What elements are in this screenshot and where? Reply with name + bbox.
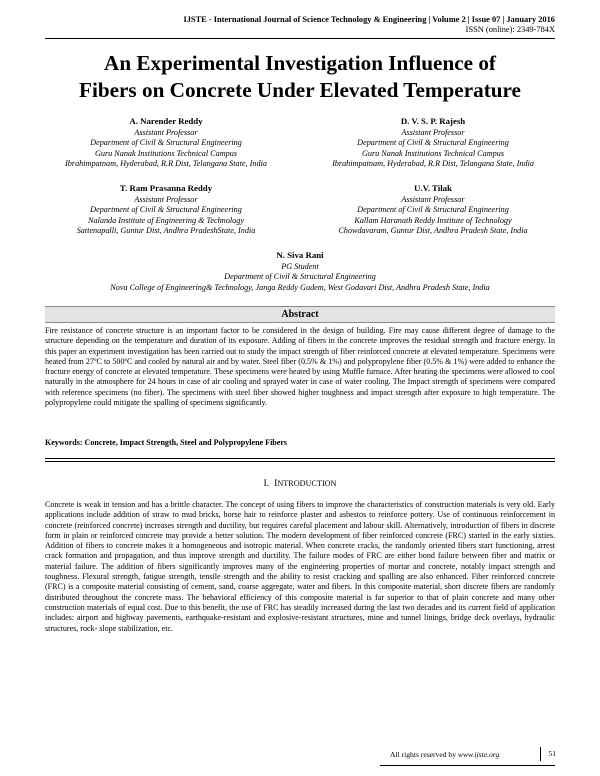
page-number: 51: [540, 747, 556, 761]
author-name: N. Siva Rani: [276, 250, 324, 260]
author-address: Chowdavaram, Guntur Dist, Andhra Pradesh State, India: [338, 226, 528, 236]
author-dept: Department of Civil & Structural Engineering: [357, 138, 509, 148]
issn-line: ISSN (online): 2349-784X: [465, 25, 555, 34]
section-cap: I: [274, 478, 278, 489]
author-role: PG Student: [281, 261, 319, 271]
author-institution: Guru Nanak Institutions Technical Campus: [361, 148, 505, 158]
author-institution: Nalanda Institute of Engineering & Technology: [88, 215, 244, 225]
footer-url[interactable]: www.ijste.org: [457, 750, 500, 759]
author-block-1: [21, 116, 311, 170]
section-heading-introduction: [45, 478, 555, 489]
section-numeral: I.: [263, 478, 270, 489]
author-role: Assistant Professor: [134, 194, 198, 204]
journal-header: IJSTE - International Journal of Science Technology & Engineering | Volume 2 | Issue 07 | January 2016: [183, 15, 555, 24]
paper-title: [40, 50, 560, 104]
footer-rule: [380, 765, 555, 766]
abstract-text: Fire resistance of concrete structure is an important factor to be considered in the design of building. Fire may cause different degree of damage to the structure depending on the temperature and duration of its exposure. Adding of fibers in the concrete improves the residual strength and fracture energy. In this paper an experiment investigation has been carried out to study the impact strength of fiber reinforced concrete at elevated temperature. Specimens were heated from 27ºC to 500ºC and cooled by natural air and by water. Steel fiber (0.5% & 1%) and polypropylene fiber (0.5% & 1%) were added to enhance the fracture energy of concrete at elevated temperature. These specimens were heated by using Muffle furnace. After heating the specimens were allowed to cool naturally in the atmosphere for 24 hours in case of air cooling and sprayed water in case of water cooling. The Impact strength of specimens were compared with reference specimens (no fiber). The specimens with steel fiber showed higher toughness and impact strength after exposure to high temperature. The polypropylene could mitigate the spalling of specimens significantly.: [45, 326, 555, 408]
section-rule: [45, 458, 555, 459]
author-block-2: [288, 116, 578, 170]
author-name: T. Ram Prasanna Reddy: [119, 183, 213, 193]
author-block-3: [21, 183, 311, 237]
author-dept: Department of Civil & Structural Engineering: [357, 205, 509, 215]
author-address: Ibrahimpatnam, Hyderabad, R.R Dist, Telangana State, India: [65, 159, 267, 169]
footer-rights-text: All rights reserved by: [390, 750, 458, 759]
title-line-1: An Experimental Investigation Influence of: [104, 51, 496, 75]
author-dept: Department of Civil & Structural Engineering: [90, 205, 242, 215]
author-role: Assistant Professor: [401, 127, 465, 137]
author-role: Assistant Professor: [401, 194, 465, 204]
author-address: Ibrahimpatnam, Hyderabad, R.R Dist, Telangana State, India: [332, 159, 534, 169]
header-rule: [45, 38, 555, 39]
author-block-4: [288, 183, 578, 237]
introduction-text: Concrete is weak in tension and has a brittle character. The concept of using fibers to improve the characteristics of construction materials is very old. Early applications include addition of straw to mud bricks, horse hair to reinforce plaster and asbestos to reinforce pottery. Use of continuous reinforcement in concrete (reinforced concrete) increases strength and ductility, but requires careful placement and labour skill. Alternatively, introduction of fibers in discrete form in plain or reinforced concrete may provide a better solution. The modern development of fiber reinforced concrete (FRC) started in the early sixties. Addition of fibers to concrete makes it a homogeneous and isotropic material. When concrete cracks, the randomly oriented fibers start functioning, arrest crack formation and propagation, and thus improve strength and ductility. The failure modes of FRC are either bond failure between fiber and matrix or material failure. The addition of fibers significantly improves many of the engineering properties of mortar and concrete, notably impact strength and toughness. Flexural strength, fatigue strength, tensile strength and the ability to resist cracking and spalling are also enhanced. Fiber reinforced concrete (FRC) is a composite material consisting of cement, sand, coarse aggregate, water and fibers. In this composite material, short discrete fibers are randomly distributed throughout the concrete mass. The behavioral efficiency of this composite material is far superior to that of plain concrete and many other construction materials of equal cost. Due to this benefit, the use of FRC has steadily increased during the last two decades and its current field of application includes: airport and highway pavements, earthquake-resistant and explosive-resistant structures, mine and tunnel linings, bridge deck overlays, hydraulic structures, rock- slope stabilization, etc.: [45, 500, 555, 633]
author-dept: Department of Civil & Structural Engineering: [224, 272, 376, 282]
footer-rights: [390, 750, 499, 759]
title-line-2: Fibers on Concrete Under Elevated Temperature: [79, 78, 521, 102]
author-name: D. V. S. P. Rajesh: [400, 116, 466, 126]
author-institution: Nova College of Engineering& Technology, Janga Reddy Gudem, West Godavari Dist, Andhra Pradesh State, India: [110, 282, 490, 292]
keywords: Keywords: Concrete, Impact Strength, Steel and Polypropylene Fibers: [45, 438, 288, 447]
author-dept: Department of Civil & Structural Engineering: [90, 138, 242, 148]
author-institution: Kallam Haranath Reddy Institute of Technology: [354, 215, 512, 225]
author-name: U.V. Tilak: [414, 183, 452, 193]
author-address: Sattenapalli, Guntur Dist, Andhra PradeshState, India: [76, 226, 256, 236]
author-block-5: [40, 250, 560, 293]
section-rule: [45, 461, 555, 462]
author-role: Assistant Professor: [134, 127, 198, 137]
abstract-heading: Abstract: [45, 306, 555, 323]
author-institution: Guru Nanak Institutions Technical Campus: [94, 148, 238, 158]
author-name: A. Narender Reddy: [129, 116, 203, 126]
section-title-rest: NTRODUCTION: [277, 479, 337, 488]
